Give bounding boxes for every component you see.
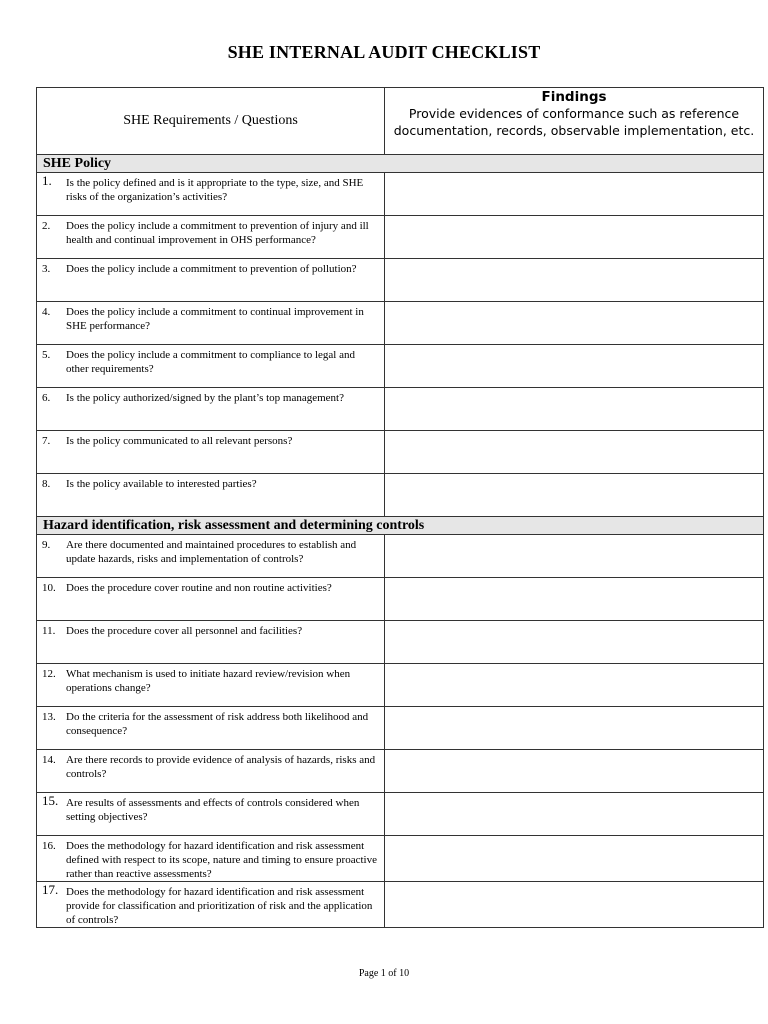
question-number: 1. (42, 173, 52, 188)
question-text: Are there documented and maintained procedures to establish and update hazards, risks and implementation of controls? (66, 539, 357, 565)
section-header-row (37, 517, 764, 535)
question-number: 14. (42, 754, 56, 766)
question-number: 13. (42, 711, 56, 723)
findings-cell[interactable] (385, 474, 764, 517)
questions-column-header: SHE Requirements / Questions (37, 88, 385, 155)
findings-cell[interactable] (385, 578, 764, 621)
question-text: Does the methodology for hazard identification and risk assessment provide for classification and prioritization of risk and the application of controls? (66, 886, 373, 926)
question-number: 4. (42, 306, 51, 318)
question-text: Do the criteria for the assessment of risk address both likelihood and consequence? (66, 711, 369, 737)
question-text: Are results of assessments and effects of controls considered when setting objectives? (66, 797, 360, 823)
findings-cell[interactable] (385, 621, 764, 664)
question-number: 15. (42, 793, 59, 808)
question-number: 12. (42, 668, 56, 680)
question-row (37, 345, 764, 388)
question-cell (37, 621, 385, 664)
question-cell (37, 388, 385, 431)
findings-title: Findings (541, 89, 607, 105)
question-number: 3. (42, 263, 51, 275)
question-cell (37, 173, 385, 216)
findings-cell[interactable] (385, 793, 764, 836)
question-text: Is the policy available to interested parties? (66, 478, 257, 490)
question-cell (37, 216, 385, 259)
findings-cell[interactable] (385, 707, 764, 750)
question-row (37, 431, 764, 474)
question-text: Does the procedure cover routine and non routine activities? (66, 582, 332, 594)
question-cell (37, 302, 385, 345)
question-number: 7. (42, 435, 51, 447)
question-row (37, 535, 764, 578)
question-row (37, 793, 764, 836)
section-header-row (37, 155, 764, 173)
question-row (37, 259, 764, 302)
question-cell (37, 707, 385, 750)
question-number: 10. (42, 582, 56, 594)
section-title: Hazard identification, risk assessment and determining controls (37, 517, 764, 535)
findings-cell[interactable] (385, 750, 764, 793)
question-number: 8. (42, 478, 51, 490)
question-cell (37, 259, 385, 302)
document-title: SHE INTERNAL AUDIT CHECKLIST (227, 42, 541, 62)
findings-cell[interactable] (385, 431, 764, 474)
question-text: Is the policy defined and is it appropriate to the type, size, and SHE risks of the organization’s activities? (66, 177, 364, 203)
question-number: 5. (42, 349, 51, 361)
question-row (37, 707, 764, 750)
question-text: Does the policy include a commitment to prevention of pollution? (66, 263, 357, 275)
question-number: 16. (42, 840, 56, 852)
question-cell (37, 431, 385, 474)
question-cell (37, 750, 385, 793)
audit-checklist-table (36, 87, 764, 928)
findings-cell[interactable] (385, 216, 764, 259)
question-text: Does the policy include a commitment to prevention of injury and ill health and continual improvement in OHS performance? (66, 220, 369, 246)
question-number: 6. (42, 392, 51, 404)
page-number: Page 1 of 10 (358, 968, 410, 979)
question-cell (37, 474, 385, 517)
question-cell (37, 882, 385, 928)
findings-cell[interactable] (385, 388, 764, 431)
question-cell (37, 793, 385, 836)
question-row (37, 836, 764, 882)
question-row (37, 216, 764, 259)
question-row (37, 388, 764, 431)
question-text: Is the policy authorized/signed by the plant’s top management? (66, 392, 344, 404)
findings-column-header (385, 88, 764, 155)
findings-cell[interactable] (385, 173, 764, 216)
question-cell (37, 535, 385, 578)
findings-cell[interactable] (385, 664, 764, 707)
question-text: Does the policy include a commitment to compliance to legal and other requirements? (66, 349, 355, 375)
question-row (37, 882, 764, 928)
section-title: SHE Policy (37, 155, 764, 173)
question-cell (37, 578, 385, 621)
question-row (37, 664, 764, 707)
question-number: 2. (42, 220, 51, 232)
question-row (37, 173, 764, 216)
header-row (37, 88, 764, 155)
question-cell (37, 664, 385, 707)
question-text: Does the policy include a commitment to continual improvement in SHE performance? (66, 306, 364, 332)
question-row (37, 474, 764, 517)
findings-cell[interactable] (385, 302, 764, 345)
question-text: Are there records to provide evidence of analysis of hazards, risks and controls? (66, 754, 376, 780)
question-row (37, 578, 764, 621)
findings-cell[interactable] (385, 535, 764, 578)
question-cell (37, 345, 385, 388)
question-text: Is the policy communicated to all relevant persons? (66, 435, 293, 447)
findings-cell[interactable] (385, 259, 764, 302)
question-row (37, 621, 764, 664)
findings-description: Provide evidences of conformance such as reference documentation, records, observable implementation, etc. (393, 106, 755, 138)
question-text: Does the procedure cover all personnel and facilities? (66, 625, 303, 637)
question-row (37, 302, 764, 345)
question-row (37, 750, 764, 793)
question-number: 11. (42, 625, 56, 637)
findings-cell[interactable] (385, 836, 764, 882)
question-text: Does the methodology for hazard identification and risk assessment defined with respect to its scope, nature and timing to ensure proactive rather than reactive assessments? (66, 840, 377, 880)
question-text: What mechanism is used to initiate hazard review/revision when operations change? (66, 668, 351, 694)
question-number: 17. (42, 882, 59, 897)
question-cell (37, 836, 385, 882)
findings-cell[interactable] (385, 345, 764, 388)
question-number: 9. (42, 539, 51, 551)
findings-cell[interactable] (385, 882, 764, 928)
